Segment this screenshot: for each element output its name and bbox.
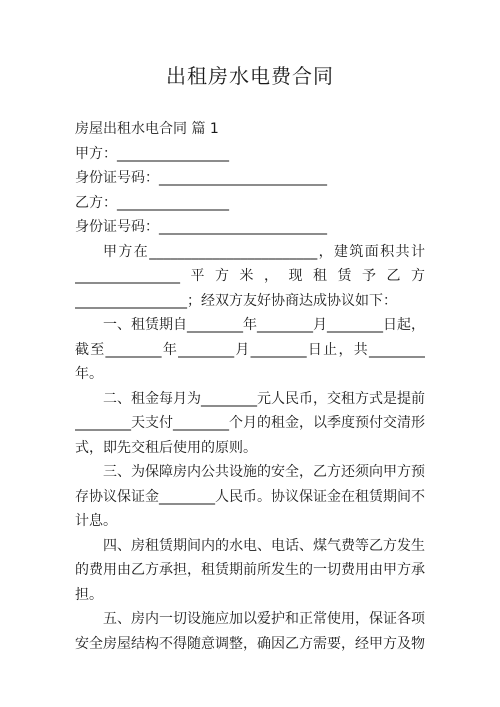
document-title: 出租房水电费合同 — [166, 64, 334, 88]
clause-4-line: 担。 — [75, 586, 103, 603]
clause-5-line: 安全房屋结构不得随意调整，确因乙方需要，经甲方及物 — [75, 635, 425, 652]
party-a-line: 甲方：________________ — [75, 145, 229, 162]
clause-5-line: 五、房内一切设施应加以爱护和正常使用，保证各项 — [103, 611, 425, 627]
paragraph-line: ________________；经双方友好协商达成协议如下： — [75, 292, 397, 309]
clause-2-line: ________天支付________个月的租金，以季度预付交清形 — [75, 415, 425, 431]
clause-3-line: 三、为保障房内公共设施的安全，乙方还须向甲方预 — [103, 464, 425, 480]
clause-1-line: 年。 — [75, 366, 103, 382]
party-b-id-line: 身份证号码：________________________ — [75, 219, 327, 235]
party-a-id-line: 身份证号码：________________________ — [75, 170, 327, 186]
clause-3-line: 计息。 — [75, 513, 117, 529]
clause-3-line: 存协议保证金________人民币。协议保证金在租赁期间不 — [75, 488, 425, 505]
clause-4-line: 四、房租赁期间内的水电、电话、煤气费等乙方发生 — [103, 537, 425, 554]
clause-2-line: 二、租金每月为________元人民币，交租方式是提前 — [103, 390, 425, 407]
clause-1-line: 截至________年________月________日止，共________ — [75, 341, 425, 358]
party-b-line: 乙方：________________ — [75, 194, 229, 211]
clause-1-line: 一、租赁期自________年________月________日起， — [103, 317, 425, 333]
article-heading: 房屋出租水电合同 篇 1 — [75, 121, 219, 137]
paragraph-line: 甲方在________________________，建筑面积共计 — [103, 243, 425, 260]
paragraph-line: _______________平方米，现租赁予乙方 — [75, 268, 425, 284]
clause-4-line: 的费用由乙方承担，租赁期前所发生的一切费用由甲方承 — [75, 562, 425, 578]
clause-2-line: 式，即先交租后使用的原则。 — [75, 439, 257, 456]
document-body — [75, 117, 425, 656]
